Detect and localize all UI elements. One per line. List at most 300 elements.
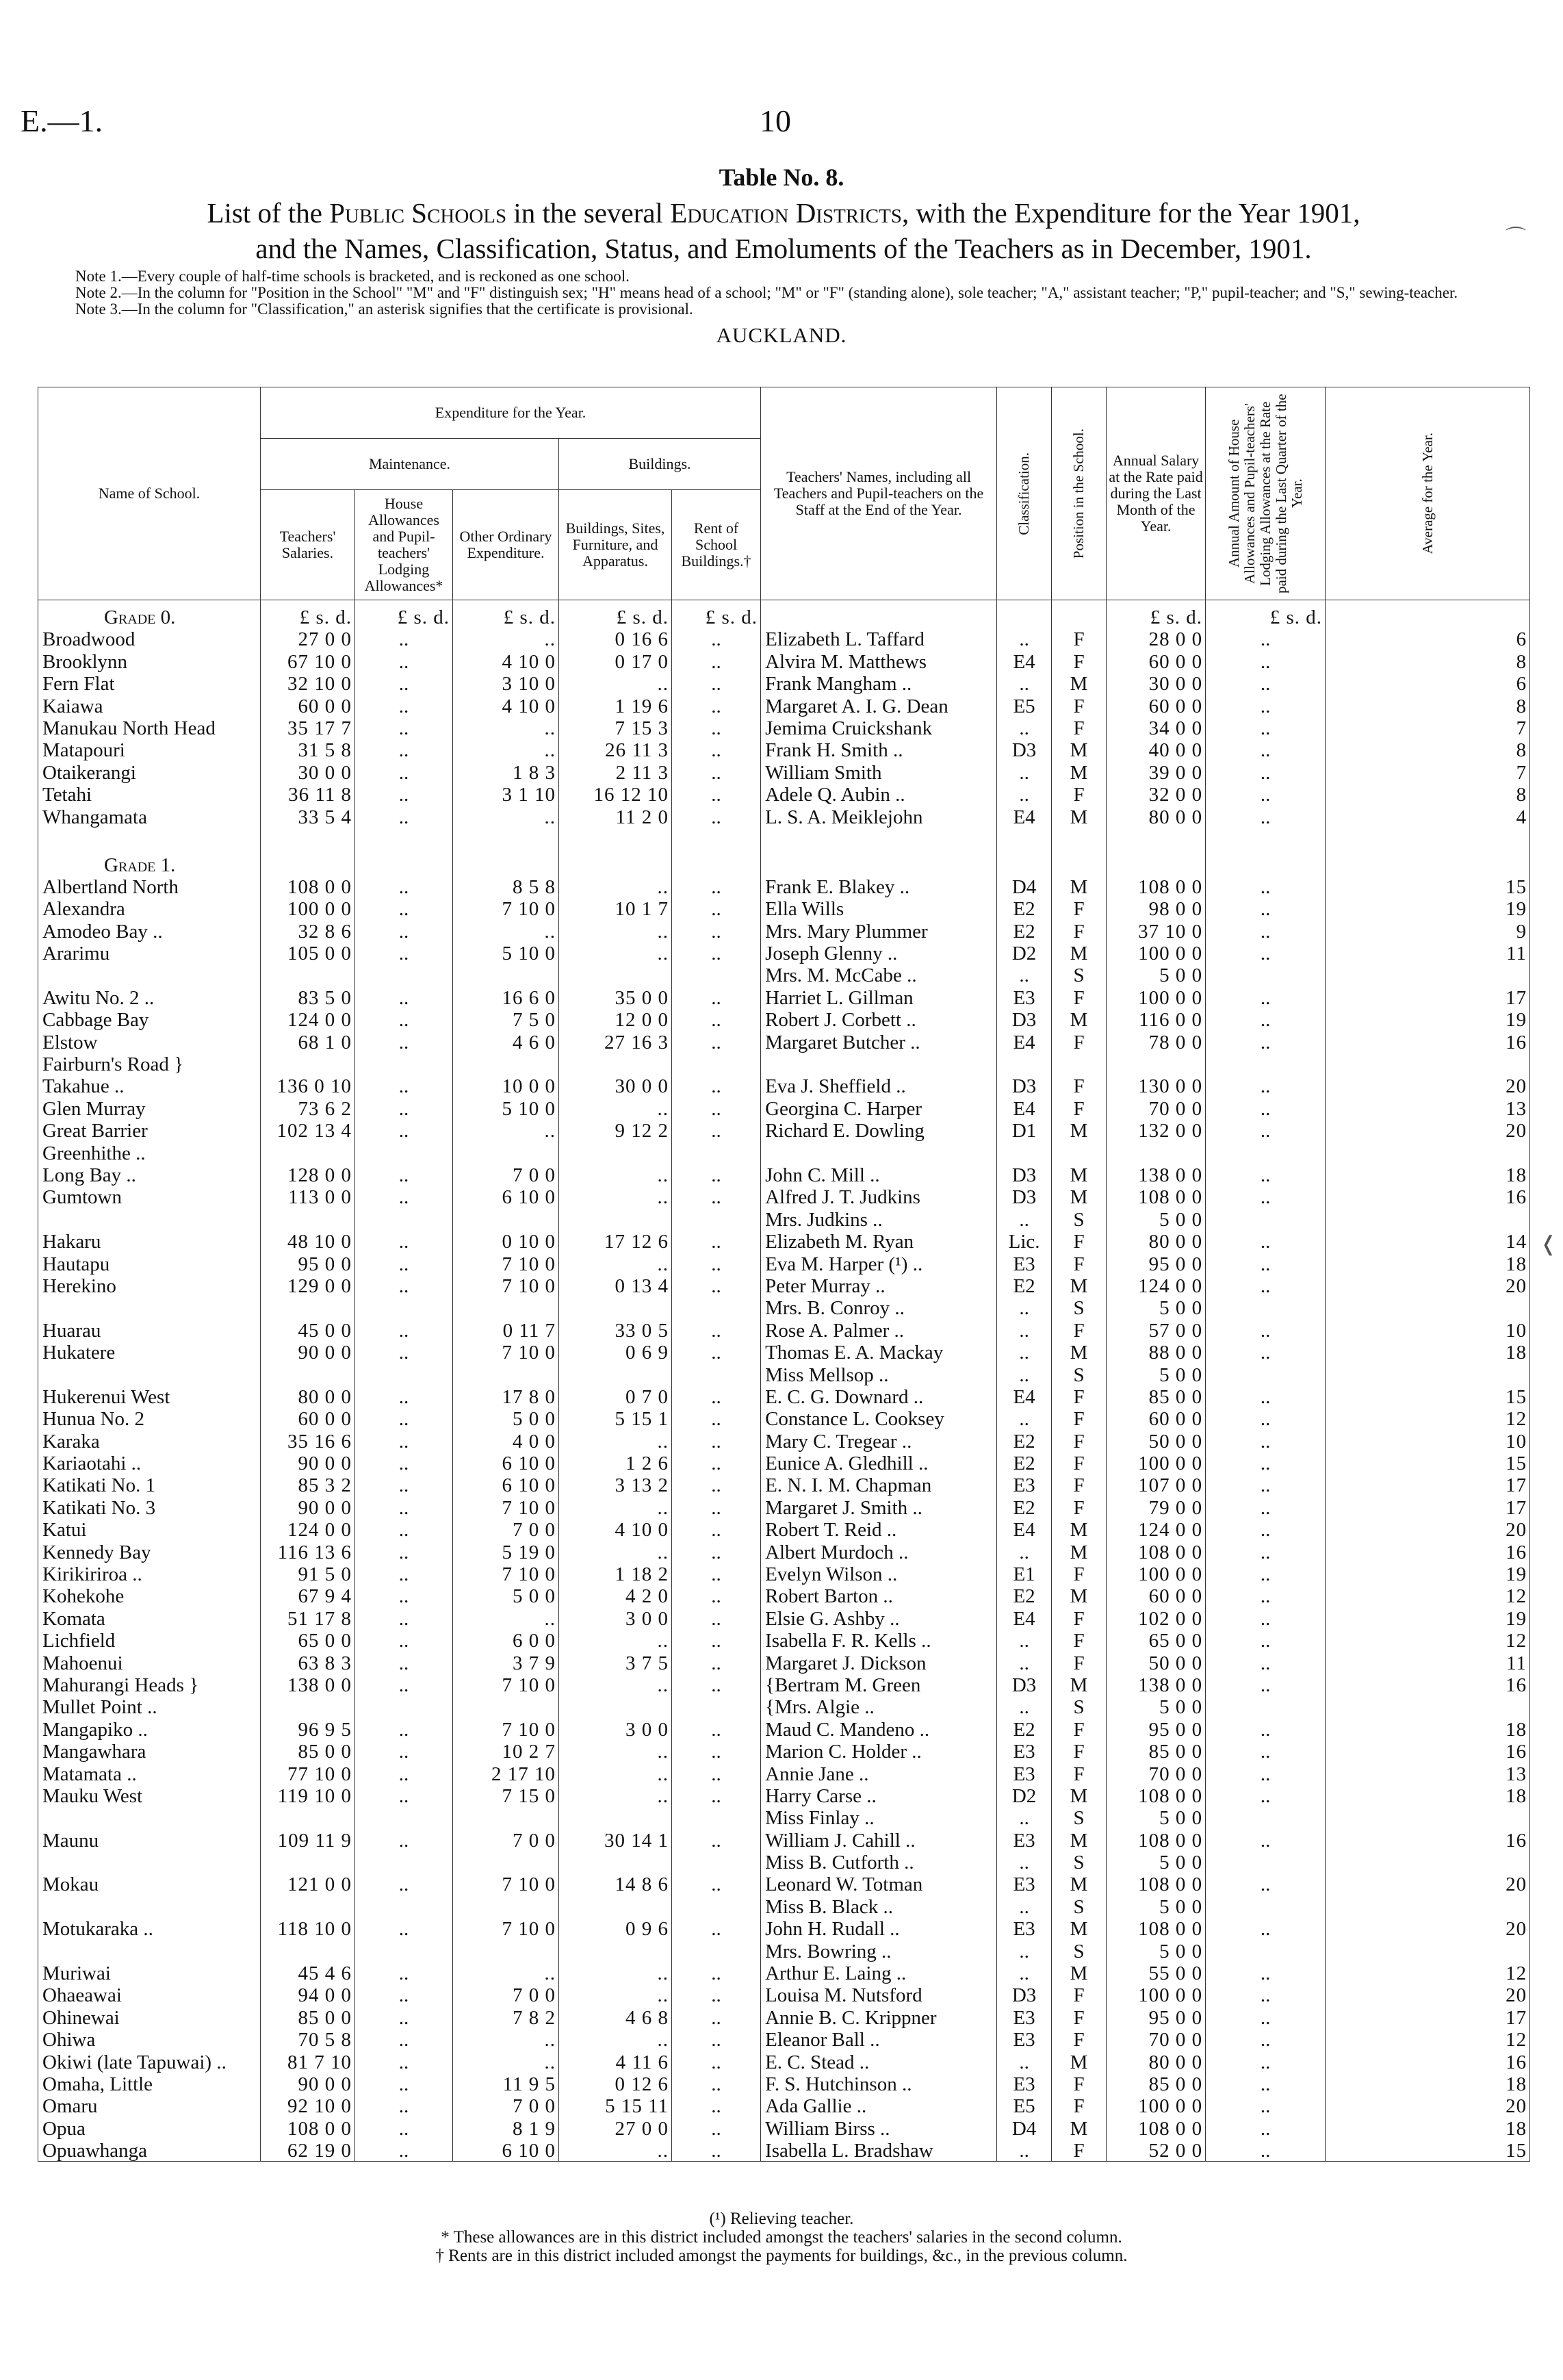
cell-bldg — [559, 964, 672, 986]
cell-avg: 11 — [1326, 942, 1530, 964]
cell-other: 7 0 0 — [453, 1164, 559, 1186]
cell-avg: 11 — [1326, 1651, 1530, 1673]
cell-teacher: Miss Mellsop .. — [761, 1363, 997, 1385]
cell-salary: 5 0 0 — [1107, 1207, 1206, 1229]
cell-rent — [672, 1939, 761, 1961]
cell-pos: M — [1052, 1186, 1107, 1207]
cell-rent: .. — [672, 1407, 761, 1429]
cell-teacher: Eleanor Ball .. — [761, 2028, 997, 2050]
table-row — [38, 1207, 1530, 1229]
cell-pos: M — [1052, 1828, 1107, 1850]
cell-salary: 79 0 0 — [1107, 1496, 1206, 1518]
cell-aallow: .. — [1206, 1164, 1326, 1186]
cell-school: Long Bay .. — [38, 1164, 261, 1186]
note-1: Note 1.—Every couple of half-time schools is bracketed, and is reckoned as one school. — [75, 268, 630, 285]
cell-aallow: .. — [1206, 1252, 1326, 1274]
cell-school: Tetahi — [38, 783, 261, 805]
cell-bldg — [559, 1806, 672, 1828]
cell-school: Greenhithe .. — [38, 1141, 261, 1163]
cell-school: Opua — [38, 2116, 261, 2138]
cell-aallow: .. — [1206, 1407, 1326, 1429]
cell-avg — [1326, 1141, 1530, 1163]
cell-rent — [672, 1806, 761, 1828]
blank-cell — [1206, 843, 1326, 875]
cell-rent: .. — [672, 1740, 761, 1762]
cell-other: 8 1 9 — [453, 2116, 559, 2138]
cell-pos: S — [1052, 1207, 1107, 1229]
cell-aallow: .. — [1206, 1629, 1326, 1651]
cell-school: Matapouri — [38, 739, 261, 760]
blank-cell — [997, 843, 1052, 875]
cell-other: .. — [453, 805, 559, 827]
unit-cell: £ s. d. — [453, 600, 559, 628]
table-row — [38, 1518, 1530, 1540]
cell-school: Ohinewai — [38, 2006, 261, 2027]
cell-salary: 85 0 0 — [1107, 1740, 1206, 1762]
cell-rent: .. — [672, 1563, 761, 1585]
cell-bldg — [559, 1363, 672, 1385]
cell-salary: 138 0 0 — [1107, 1164, 1206, 1186]
cell-pos: F — [1052, 2006, 1107, 2027]
cell-other: 7 0 0 — [453, 2095, 559, 2116]
cell-teacher: Robert Barton .. — [761, 1585, 997, 1607]
cell-pos: M — [1052, 1917, 1107, 1939]
cell-rent: .. — [672, 897, 761, 919]
cell-cls: .. — [997, 1407, 1052, 1429]
cell-teacher: Frank E. Blakey .. — [761, 875, 997, 897]
cell-rent: .. — [672, 1252, 761, 1274]
cell-salary: 60 0 0 — [1107, 650, 1206, 671]
cell-avg: 13 — [1326, 1097, 1530, 1118]
cell-pos: F — [1052, 717, 1107, 739]
cell-avg: 15 — [1326, 1385, 1530, 1407]
cell-aallow: .. — [1206, 2095, 1326, 2116]
cell-cls: E1 — [997, 1563, 1052, 1585]
cell-sal: 128 0 0 — [261, 1164, 355, 1186]
cell-sal: 102 13 4 — [261, 1119, 355, 1141]
cell-salary: 5 0 0 — [1107, 1363, 1206, 1385]
cell-bldg: 4 11 6 — [559, 2050, 672, 2072]
blank-cell — [761, 600, 997, 628]
cell-school — [38, 1851, 261, 1873]
cell-avg: 20 — [1326, 1275, 1530, 1296]
cell-teacher: Marion C. Holder .. — [761, 1740, 997, 1762]
cell-allow: .. — [355, 1119, 453, 1141]
col-annual-allowance-text: Annual Amount of House Allowances and Pupil-teachers' Lodging Allowances at the Rate paid during the Last Quarter of the Year. — [1225, 394, 1305, 593]
cell-pos: S — [1052, 1363, 1107, 1385]
cell-aallow — [1206, 1939, 1326, 1961]
cell-sal: 113 0 0 — [261, 1186, 355, 1207]
cell-teacher: Ada Gallie .. — [761, 2095, 997, 2116]
cell-avg — [1326, 1053, 1530, 1075]
cell-aallow: .. — [1206, 672, 1326, 694]
cell-salary — [1107, 1141, 1206, 1163]
cell-other — [453, 1851, 559, 1873]
unit-cell: £ s. d. — [559, 600, 672, 628]
cell-cls: E3 — [997, 1873, 1052, 1895]
cell-allow: .. — [355, 2006, 453, 2027]
cell-aallow — [1206, 1363, 1326, 1385]
cell-pos: F — [1052, 1252, 1107, 1274]
cell-pos: M — [1052, 1341, 1107, 1363]
cell-sal — [261, 1939, 355, 1961]
cell-bldg: 11 2 0 — [559, 805, 672, 827]
cell-teacher: Robert T. Reid .. — [761, 1518, 997, 1540]
cell-bldg: 0 7 0 — [559, 1385, 672, 1407]
cell-other: 0 10 0 — [453, 1230, 559, 1252]
cell-aallow: .. — [1206, 1230, 1326, 1252]
cell-teacher: Annie Jane .. — [761, 1762, 997, 1784]
cell-sal: 136 0 10 — [261, 1075, 355, 1097]
cell-allow: .. — [355, 1097, 453, 1118]
cell-teacher: Miss B. Black .. — [761, 1895, 997, 1917]
table-row — [38, 1008, 1530, 1030]
cell-salary: 5 0 0 — [1107, 1851, 1206, 1873]
cell-sal: 90 0 0 — [261, 1452, 355, 1474]
col-classification-text: Classification. — [1016, 452, 1033, 535]
cell-cls: E3 — [997, 1828, 1052, 1850]
cell-allow: .. — [355, 2028, 453, 2050]
table-row — [38, 760, 1530, 782]
blank-cell — [761, 828, 997, 843]
cell-pos: F — [1052, 1407, 1107, 1429]
cell-allow: .. — [355, 1740, 453, 1762]
cell-sal: 124 0 0 — [261, 1008, 355, 1030]
cell-pos: F — [1052, 628, 1107, 650]
cell-pos: F — [1052, 650, 1107, 671]
cell-rent: .. — [672, 1585, 761, 1607]
cell-cls: E4 — [997, 1518, 1052, 1540]
caption-part: in the several — [506, 197, 671, 229]
cell-school: Mahoenui — [38, 1651, 261, 1673]
cell-avg: 17 — [1326, 2006, 1530, 2027]
blank-cell — [355, 828, 453, 843]
cell-bldg: .. — [559, 1784, 672, 1806]
cell-bldg: 27 16 3 — [559, 1030, 672, 1052]
cell-bldg: .. — [559, 1629, 672, 1651]
cell-other: 4 10 0 — [453, 650, 559, 671]
cell-aallow: .. — [1206, 1097, 1326, 1118]
cell-avg — [1326, 1207, 1530, 1229]
cell-bldg: 35 0 0 — [559, 986, 672, 1008]
cell-allow: .. — [355, 1030, 453, 1052]
cell-rent: .. — [672, 1097, 761, 1118]
cell-cls: E5 — [997, 694, 1052, 716]
cell-cls: .. — [997, 760, 1052, 782]
cell-teacher: William Smith — [761, 760, 997, 782]
grade-1-label: Grade 1. — [104, 854, 176, 875]
cell-rent: .. — [672, 986, 761, 1008]
cell-school: Opuawhanga — [38, 2139, 261, 2162]
cell-allow: .. — [355, 1607, 453, 1628]
cell-allow: .. — [355, 760, 453, 782]
cell-avg: 18 — [1326, 1784, 1530, 1806]
cell-salary: 5 0 0 — [1107, 1895, 1206, 1917]
cell-teacher: Richard E. Dowling — [761, 1119, 997, 1141]
cell-other: 1 8 3 — [453, 760, 559, 782]
cell-rent: .. — [672, 1717, 761, 1739]
cell-avg: 16 — [1326, 1674, 1530, 1696]
cell-school: Ohaeawai — [38, 1984, 261, 2006]
cell-sal: 85 3 2 — [261, 1474, 355, 1496]
grade-label-cell — [38, 843, 261, 875]
cell-salary: 108 0 0 — [1107, 875, 1206, 897]
units-row — [38, 600, 1530, 628]
cell-teacher: Eva M. Harper (¹) .. — [761, 1252, 997, 1274]
cell-cls: .. — [997, 1806, 1052, 1828]
blank-cell — [355, 843, 453, 875]
col-position-text: Position in the School. — [1070, 428, 1087, 559]
cell-salary: 80 0 0 — [1107, 1230, 1206, 1252]
cell-bldg: .. — [559, 1984, 672, 2006]
cell-school: Kirikiriroa .. — [38, 1563, 261, 1585]
cell-salary: 108 0 0 — [1107, 1873, 1206, 1895]
cell-school: Katikati No. 3 — [38, 1496, 261, 1518]
cell-sal — [261, 1363, 355, 1385]
cell-avg: 18 — [1326, 1252, 1530, 1274]
caption-part: Public Schools — [329, 197, 507, 229]
cell-pos: M — [1052, 2050, 1107, 2072]
cell-cls: .. — [997, 628, 1052, 650]
cell-cls: E2 — [997, 897, 1052, 919]
cell-sal — [261, 1207, 355, 1229]
cell-school: Cabbage Bay — [38, 1008, 261, 1030]
col-allowances-header: House Allowances and Pupil-teachers' Lodging Allowances* — [355, 490, 453, 600]
cell-sal: 35 16 6 — [261, 1429, 355, 1451]
cell-bldg: .. — [559, 2139, 672, 2162]
cell-sal: 73 6 2 — [261, 1097, 355, 1118]
cell-cls: E3 — [997, 2028, 1052, 2050]
table-row — [38, 1607, 1530, 1628]
cell-other: 7 10 0 — [453, 897, 559, 919]
table-row — [38, 1784, 1530, 1806]
cell-bldg: .. — [559, 1097, 672, 1118]
cell-bldg: .. — [559, 2028, 672, 2050]
cell-sal: 77 10 0 — [261, 1762, 355, 1784]
table-row — [38, 1363, 1530, 1385]
cell-teacher: Elizabeth L. Taffard — [761, 628, 997, 650]
cell-other: 17 8 0 — [453, 1385, 559, 1407]
cell-avg: 8 — [1326, 783, 1530, 805]
cell-school: Kaiawa — [38, 694, 261, 716]
cell-other: 6 10 0 — [453, 1186, 559, 1207]
cell-allow: .. — [355, 919, 453, 941]
blank-cell — [997, 600, 1052, 628]
cell-sal: 65 0 0 — [261, 1629, 355, 1651]
cell-bldg: 4 6 8 — [559, 2006, 672, 2027]
caption-part: Education Districts — [670, 197, 902, 229]
cell-cls — [997, 1141, 1052, 1163]
notes — [38, 268, 1529, 318]
cell-cls: .. — [997, 1696, 1052, 1717]
cell-teacher: Georgina C. Harper — [761, 1097, 997, 1118]
cell-avg: 15 — [1326, 2139, 1530, 2162]
cell-allow: .. — [355, 2095, 453, 2116]
cell-other: 8 5 8 — [453, 875, 559, 897]
col-buildings-header: Buildings. — [559, 439, 761, 490]
table-row — [38, 964, 1530, 986]
cell-sal: 100 0 0 — [261, 897, 355, 919]
blank-cell — [261, 828, 355, 843]
cell-salary — [1107, 1053, 1206, 1075]
cell-aallow: .. — [1206, 1873, 1326, 1895]
cell-other: 4 0 0 — [453, 1429, 559, 1451]
cell-school: Karaka — [38, 1429, 261, 1451]
cell-pos: F — [1052, 1651, 1107, 1673]
blank-cell — [453, 828, 559, 843]
cell-sal: 121 0 0 — [261, 1873, 355, 1895]
cell-other — [453, 1696, 559, 1717]
report-code: E.—1. — [21, 103, 103, 138]
cell-other: 7 10 0 — [453, 1674, 559, 1696]
cell-aallow — [1206, 1207, 1326, 1229]
cell-cls: E2 — [997, 1452, 1052, 1474]
cell-pos: M — [1052, 1119, 1107, 1141]
cell-teacher: Eva J. Sheffield .. — [761, 1075, 997, 1097]
cell-teacher: E. C. Stead .. — [761, 2050, 997, 2072]
cell-cls: .. — [997, 1629, 1052, 1651]
cell-bldg — [559, 1141, 672, 1163]
cell-aallow: .. — [1206, 2006, 1326, 2027]
blank-cell — [1107, 828, 1206, 843]
cell-aallow: .. — [1206, 1275, 1326, 1296]
col-position-header — [1052, 387, 1107, 600]
cell-avg: 15 — [1326, 1452, 1530, 1474]
cell-school: Fairburn's Road } — [38, 1053, 261, 1075]
cell-allow: .. — [355, 1230, 453, 1252]
table-row — [38, 2116, 1530, 2138]
cell-rent: .. — [672, 1385, 761, 1407]
col-salaries-header: Teachers' Salaries. — [261, 490, 355, 600]
cell-other: 11 9 5 — [453, 2073, 559, 2095]
cell-allow: .. — [355, 1075, 453, 1097]
cell-pos: M — [1052, 1275, 1107, 1296]
cell-school: Elstow — [38, 1030, 261, 1052]
cell-teacher: William Birss .. — [761, 2116, 997, 2138]
col-average-text: Average for the Year. — [1419, 433, 1436, 554]
cell-avg: 19 — [1326, 1008, 1530, 1030]
cell-aallow: .. — [1206, 1717, 1326, 1739]
cell-salary: 124 0 0 — [1107, 1518, 1206, 1540]
cell-cls: E4 — [997, 1385, 1052, 1407]
cell-allow: .. — [355, 628, 453, 650]
cell-teacher: Elizabeth M. Ryan — [761, 1230, 997, 1252]
cell-avg: 17 — [1326, 986, 1530, 1008]
cell-bldg: 9 12 2 — [559, 1119, 672, 1141]
cell-teacher: Louisa M. Nutsford — [761, 1984, 997, 2006]
cell-pos: F — [1052, 1762, 1107, 1784]
cell-teacher: Harriet L. Gillman — [761, 986, 997, 1008]
cell-aallow: .. — [1206, 2116, 1326, 2138]
cell-salary: 5 0 0 — [1107, 1806, 1206, 1828]
cell-other: 7 10 0 — [453, 1563, 559, 1585]
cell-sal: 63 8 3 — [261, 1651, 355, 1673]
cell-bldg — [559, 1939, 672, 1961]
cell-sal: 45 4 6 — [261, 1962, 355, 1984]
table-row — [38, 1873, 1530, 1895]
table-row — [38, 805, 1530, 827]
table-row — [38, 1585, 1530, 1607]
cell-pos: F — [1052, 1474, 1107, 1496]
blank-cell — [1052, 843, 1107, 875]
blank-cell — [1052, 600, 1107, 628]
cell-allow: .. — [355, 717, 453, 739]
table-row — [38, 1230, 1530, 1252]
cell-teacher: Maud C. Mandeno .. — [761, 1717, 997, 1739]
cell-rent: .. — [672, 1540, 761, 1562]
table-row — [38, 1296, 1530, 1318]
cell-sal: 45 0 0 — [261, 1318, 355, 1340]
cell-rent: .. — [672, 1917, 761, 1939]
cell-avg: 16 — [1326, 1828, 1530, 1850]
cell-school: Kariaotahi .. — [38, 1452, 261, 1474]
cell-avg — [1326, 1363, 1530, 1385]
cell-school: Albertland North — [38, 875, 261, 897]
cell-bldg: .. — [559, 1762, 672, 1784]
cell-sal: 85 0 0 — [261, 2006, 355, 2027]
cell-rent: .. — [672, 672, 761, 694]
cell-salary: 5 0 0 — [1107, 1939, 1206, 1961]
blank-cell — [1326, 828, 1530, 843]
unit-cell: £ s. d. — [355, 600, 453, 628]
cell-teacher: Harry Carse .. — [761, 1784, 997, 1806]
cell-pos: F — [1052, 1984, 1107, 2006]
cell-sal: 90 0 0 — [261, 2073, 355, 2095]
cell-sal: 48 10 0 — [261, 1230, 355, 1252]
cell-allow: .. — [355, 1984, 453, 2006]
table-row — [38, 1563, 1530, 1585]
cell-salary: 5 0 0 — [1107, 1696, 1206, 1717]
cell-sal: 119 10 0 — [261, 1784, 355, 1806]
table-caption — [38, 195, 1529, 266]
cell-avg: 8 — [1326, 650, 1530, 671]
cell-bldg: 0 6 9 — [559, 1341, 672, 1363]
cell-avg: 18 — [1326, 2073, 1530, 2095]
cell-other: 6 10 0 — [453, 2139, 559, 2162]
cell-allow: .. — [355, 2073, 453, 2095]
cell-aallow: .. — [1206, 1429, 1326, 1451]
cell-other: 7 10 0 — [453, 1275, 559, 1296]
cell-allow: .. — [355, 1275, 453, 1296]
cell-rent: .. — [672, 1651, 761, 1673]
table-row — [38, 1119, 1530, 1141]
table-row — [38, 2050, 1530, 2072]
cell-sal: 91 5 0 — [261, 1563, 355, 1585]
cell-allow: .. — [355, 2139, 453, 2162]
cell-bldg: 0 9 6 — [559, 1917, 672, 1939]
cell-rent: .. — [672, 2073, 761, 2095]
cell-school: Whangamata — [38, 805, 261, 827]
cell-salary: 32 0 0 — [1107, 783, 1206, 805]
cell-rent: .. — [672, 2028, 761, 2050]
cell-cls: .. — [997, 672, 1052, 694]
cell-allow: .. — [355, 1762, 453, 1784]
cell-rent: .. — [672, 2006, 761, 2027]
cell-salary: 98 0 0 — [1107, 897, 1206, 919]
cell-school: Katikati No. 1 — [38, 1474, 261, 1496]
cell-aallow — [1206, 1296, 1326, 1318]
cell-teacher: Constance L. Cooksey — [761, 1407, 997, 1429]
cell-allow: .. — [355, 1474, 453, 1496]
cell-pos: M — [1052, 739, 1107, 760]
cell-aallow: .. — [1206, 919, 1326, 941]
cell-other — [453, 1363, 559, 1385]
blank-cell — [761, 843, 997, 875]
cell-school: Katui — [38, 1518, 261, 1540]
cell-other — [453, 1053, 559, 1075]
cell-allow — [355, 1939, 453, 1961]
cell-avg — [1326, 1296, 1530, 1318]
